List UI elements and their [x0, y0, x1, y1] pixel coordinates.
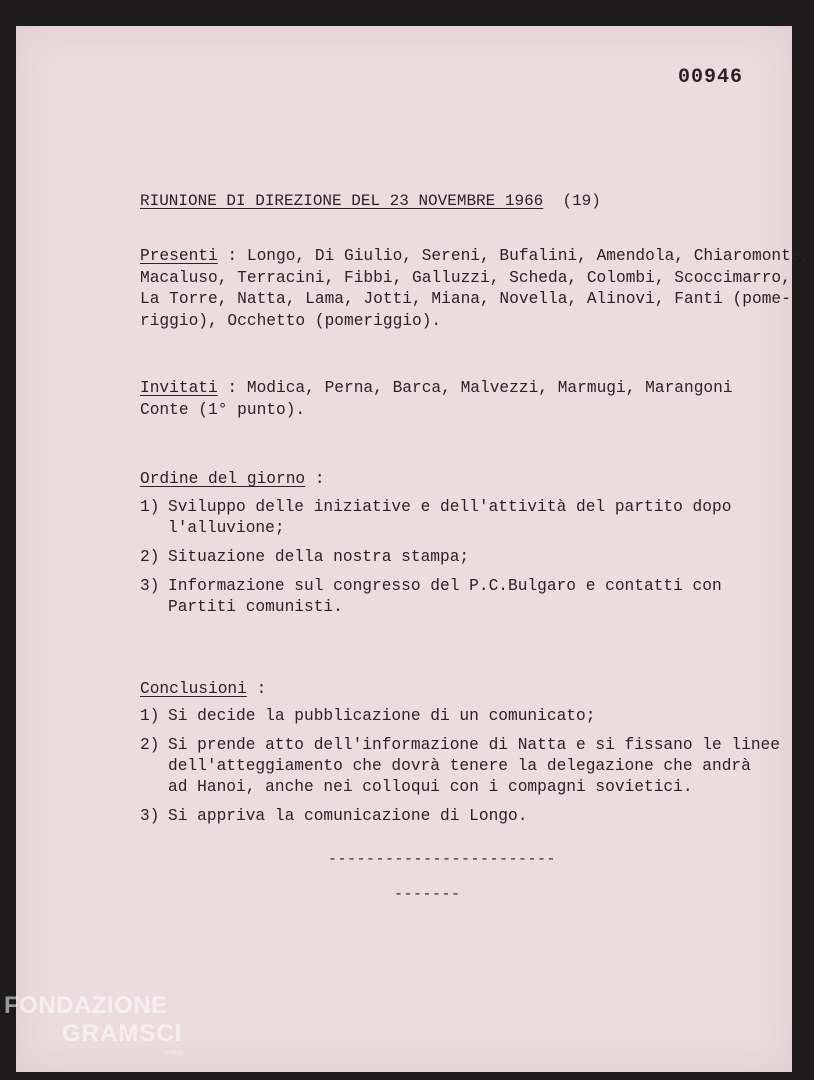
list-item: [140, 547, 731, 568]
fondazione-gramsci-watermark: [4, 990, 224, 1074]
list-item: [140, 735, 780, 798]
item-text: Si appriva la comunicazione di Longo.: [168, 807, 528, 825]
item-line: l'alluvione;: [168, 519, 285, 537]
list-item: [140, 806, 780, 827]
conclusioni-suffix: :: [246, 680, 267, 698]
separator-long: ------------------------: [328, 851, 557, 868]
item-number: 2): [140, 736, 160, 754]
title-suffix: (19): [562, 192, 601, 210]
presenti-section: [140, 246, 810, 332]
item-number: 3): [140, 577, 160, 595]
item-number: 1): [140, 498, 160, 516]
item-text: [168, 497, 731, 539]
invitati-label: Invitati: [140, 379, 218, 397]
item-number: 3): [140, 807, 160, 825]
separator-short: -------: [394, 886, 461, 903]
item-line: ad Hanoi, anche nei colloqui con i compagni sovietici.: [168, 778, 693, 796]
ordine-del-giorno-list: [140, 497, 731, 626]
item-number: 1): [140, 707, 160, 725]
list-item: [140, 497, 731, 539]
presenti-line: : Longo, Di Giulio, Sereni, Bufalini, Amendola, Chiaromonte,: [217, 247, 811, 265]
title-text: RIUNIONE DI DIREZIONE DEL 23 NOVEMBRE 1966: [140, 192, 544, 210]
presenti-line: La Torre, Natta, Lama, Jotti, Miana, Novella, Alinovi, Fanti (pome-: [140, 290, 791, 308]
watermark-line1: FONDAZIONE: [4, 992, 168, 1019]
item-line: dell'atteggiamento che dovrà tenere la delegazione che andrà: [168, 757, 751, 775]
invitati-line: : Modica, Perna, Barca, Malvezzi, Marmugi, Marangoni: [217, 379, 733, 397]
item-text: Situazione della nostra stampa;: [168, 548, 470, 566]
list-item: [140, 576, 731, 618]
watermark-sub: onlus: [164, 1048, 184, 1057]
item-line: Partiti comunisti.: [168, 598, 343, 616]
bleed-through-texture: [206, 326, 766, 1026]
item-text: [168, 735, 780, 798]
presenti-label: Presenti: [140, 247, 218, 265]
page-title: [140, 192, 601, 210]
item-line: Si prende atto dell'informazione di Natta e si fissano le linee: [168, 736, 780, 754]
conclusioni-list: [140, 706, 780, 835]
conclusioni-title: [140, 680, 266, 698]
presenti-line: riggio), Occhetto (pomeriggio).: [140, 311, 442, 330]
invitati-section: [140, 378, 733, 421]
ordine-label: Ordine del giorno: [140, 470, 306, 488]
watermark-line2: GRAMSCI: [62, 1020, 183, 1047]
ordine-del-giorno-title: [140, 470, 325, 488]
conclusioni-label: Conclusioni: [140, 680, 247, 698]
invitati-line: Conte (1° punto).: [140, 400, 306, 419]
item-text: [168, 576, 722, 618]
list-item: [140, 706, 780, 727]
presenti-line: Macaluso, Terracini, Fibbi, Galluzzi, Scheda, Colombi, Scoccimarro,: [140, 268, 791, 287]
item-number: 2): [140, 548, 160, 566]
item-text: Si decide la pubblicazione di un comunicato;: [168, 707, 596, 725]
ordine-suffix: :: [305, 470, 325, 488]
item-line: Informazione sul congresso del P.C.Bulgaro e contatti con: [168, 577, 722, 595]
item-line: Sviluppo delle iniziative e dell'attività del partito dopo: [168, 498, 732, 516]
page-number: 00946: [678, 66, 744, 89]
